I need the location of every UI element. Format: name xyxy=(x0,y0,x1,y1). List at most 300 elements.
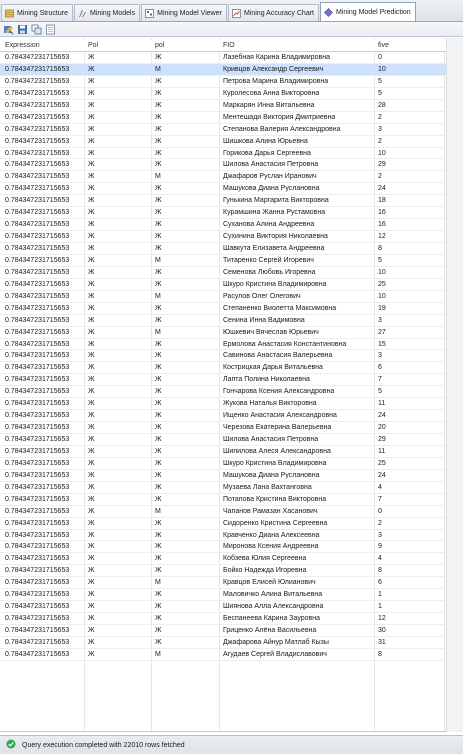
table-cell: 4 xyxy=(378,483,382,491)
table-row[interactable] xyxy=(0,506,446,518)
table-cell: 0.784347231715653 xyxy=(5,54,70,61)
table-cell: 8 xyxy=(378,650,382,658)
table-cell: Ж xyxy=(155,280,162,288)
tab-mining-model-prediction[interactable] xyxy=(320,2,416,21)
table-cell: 0.784347231715653 xyxy=(5,304,70,312)
table-cell: Ж xyxy=(88,507,95,515)
table-cell: Ж xyxy=(155,591,162,599)
table-row[interactable] xyxy=(0,291,446,303)
table-cell: Ж xyxy=(155,483,162,491)
table-cell: 4 xyxy=(378,555,382,563)
tab-mining-model-viewer[interactable] xyxy=(141,4,227,21)
status-text: Query execution completed with 22010 rows fetched xyxy=(22,741,185,749)
table-cell: Ж xyxy=(155,519,162,527)
table-cell: Ж xyxy=(155,352,162,360)
table-row[interactable] xyxy=(0,124,446,136)
mining-models-icon xyxy=(78,9,87,18)
table-cell: Ж xyxy=(88,125,95,133)
table-cell: Ж xyxy=(88,221,95,229)
column-header-pol[interactable]: pol xyxy=(155,42,165,49)
table-row[interactable] xyxy=(0,601,446,613)
table-cell: 28 xyxy=(378,101,386,109)
table-row[interactable] xyxy=(0,494,446,506)
table-cell: 8 xyxy=(378,567,382,575)
table-row[interactable] xyxy=(0,315,446,327)
table-cell: Ж xyxy=(155,615,162,623)
table-cell: Ж xyxy=(155,400,162,408)
table-cell: М xyxy=(155,65,161,73)
table-cell: Ж xyxy=(88,292,95,300)
table-row[interactable] xyxy=(0,577,446,589)
designer-tab-strip xyxy=(0,0,463,22)
table-row[interactable] xyxy=(0,267,446,279)
viewer-icon xyxy=(145,9,154,18)
table-cell: 25 xyxy=(378,280,386,288)
table-cell: Ж xyxy=(88,89,95,97)
table-cell: Ж xyxy=(88,579,95,587)
table-row[interactable] xyxy=(0,100,446,112)
table-row[interactable] xyxy=(0,434,446,446)
tab-label: Mining Models xyxy=(89,9,136,17)
table-cell: 24 xyxy=(378,471,386,479)
table-cell: 0.784347231715653 xyxy=(5,197,70,205)
table-cell: 3 xyxy=(378,316,382,324)
table-cell: 0.784347231715653 xyxy=(5,77,70,85)
table-cell: Шавкута Елизавета Андреевна xyxy=(223,245,325,252)
table-row[interactable] xyxy=(0,518,446,530)
table-cell: Степанова Валерия Александровна xyxy=(223,125,341,133)
table-cell: Ж xyxy=(88,280,95,288)
table-cell: 12 xyxy=(378,233,386,241)
table-cell: Ж xyxy=(155,459,162,467)
table-cell: Ж xyxy=(88,400,95,408)
table-cell: Курамшина Жанна Рустамовна xyxy=(223,209,326,217)
table-cell: Ж xyxy=(88,113,95,121)
table-cell: 6 xyxy=(378,364,382,372)
table-cell: 0.784347231715653 xyxy=(5,137,70,145)
run-query-icon[interactable] xyxy=(45,24,56,35)
table-row[interactable] xyxy=(0,589,446,601)
table-cell: 0.784347231715653 xyxy=(5,376,70,384)
table-cell: 0.784347231715653 xyxy=(5,245,70,252)
table-cell: Ж xyxy=(88,424,95,432)
accuracy-chart-icon xyxy=(232,9,241,18)
table-cell: Ж xyxy=(88,376,95,384)
table-cell: 6 xyxy=(378,579,382,587)
table-row[interactable] xyxy=(0,362,446,374)
table-cell: Ж xyxy=(88,531,95,539)
table-cell: Ж xyxy=(155,233,162,241)
table-row[interactable] xyxy=(0,470,446,482)
table-cell: 0.784347231715653 xyxy=(5,615,70,623)
table-cell: Машукова Диана Руслановна xyxy=(223,471,320,479)
table-cell: 0.784347231715653 xyxy=(5,364,70,372)
table-cell: Лазебная Карина Владимировна xyxy=(223,54,330,61)
table-cell: Сидоренко Кристина Сергеевна xyxy=(223,519,328,527)
table-cell: Ж xyxy=(155,495,162,503)
table-cell: Ж xyxy=(88,447,95,455)
column-header-fio[interactable]: FIO xyxy=(223,42,235,49)
table-cell: Потапова Кристина Викторовна xyxy=(223,495,327,503)
table-cell: 5 xyxy=(378,388,382,396)
tab-mining-models[interactable] xyxy=(74,4,140,21)
table-cell: 30 xyxy=(378,627,386,634)
table-cell: Петрова Марина Владимировна xyxy=(223,77,329,85)
table-cell: Ж xyxy=(88,101,95,109)
table-row[interactable] xyxy=(0,374,446,386)
table-row[interactable] xyxy=(0,88,446,100)
vertical-scrollbar[interactable] xyxy=(446,38,463,732)
table-cell: 0.784347231715653 xyxy=(5,459,70,467)
table-row[interactable] xyxy=(0,649,446,661)
table-cell: Шилова Анастасия Петровна xyxy=(223,436,319,443)
table-cell: Ж xyxy=(88,603,95,611)
table-cell: 7 xyxy=(378,376,382,384)
table-row[interactable] xyxy=(0,207,446,219)
table-cell: 0.784347231715653 xyxy=(5,221,70,229)
table-cell: Ж xyxy=(88,149,95,157)
table-cell: Бойко Надежда Игоревна xyxy=(223,567,307,575)
table-cell: 0.784347231715653 xyxy=(5,65,70,73)
table-cell: Ж xyxy=(88,137,95,145)
table-cell: 24 xyxy=(378,412,386,420)
tab-label: Mining Model Viewer xyxy=(157,9,222,17)
table-cell: Агудаев Сергей Владиславович xyxy=(223,650,327,658)
table-cell: Семенова Любовь Игоревна xyxy=(223,268,316,276)
table-cell: Машукова Диана Руслановна xyxy=(223,185,320,193)
table-cell: Джафарова Айнур Матлаб Кызы xyxy=(223,638,329,646)
table-cell: 0.784347231715653 xyxy=(5,388,70,396)
table-cell: 24 xyxy=(378,185,386,193)
table-cell: Ж xyxy=(155,638,162,646)
table-row[interactable] xyxy=(0,458,446,470)
table-cell: 27 xyxy=(378,328,386,336)
table-row[interactable] xyxy=(0,625,446,637)
table-cell: Ментешади Виктория Дмитриевна xyxy=(223,113,336,121)
table-cell: 0 xyxy=(378,54,382,61)
table-cell: Джафаров Руслан Иранович xyxy=(223,173,317,181)
table-cell: Ж xyxy=(155,316,162,324)
table-cell: Ж xyxy=(155,113,162,121)
table-row[interactable] xyxy=(0,52,446,64)
table-row[interactable] xyxy=(0,112,446,124)
table-row[interactable] xyxy=(0,327,446,339)
prediction-toolbar xyxy=(0,22,463,37)
table-cell: Титаренко Сергей Игоревич xyxy=(223,256,314,264)
table-cell: Ж xyxy=(88,364,95,372)
table-cell: 0.784347231715653 xyxy=(5,627,70,634)
table-cell: Ж xyxy=(88,197,95,205)
table-cell: 12 xyxy=(378,615,386,623)
table-cell: 0.784347231715653 xyxy=(5,280,70,288)
table-cell: М xyxy=(155,173,161,181)
table-cell: 29 xyxy=(378,436,386,443)
table-row[interactable] xyxy=(0,637,446,649)
prediction-icon xyxy=(324,8,333,17)
table-row[interactable] xyxy=(0,64,446,76)
mining-structure-icon xyxy=(5,9,14,18)
table-row[interactable] xyxy=(0,422,446,434)
table-cell: 31 xyxy=(378,638,386,646)
tab-label: Mining Accuracy Chart xyxy=(243,9,314,17)
table-cell: М xyxy=(155,292,161,300)
table-row[interactable] xyxy=(0,148,446,160)
table-row[interactable] xyxy=(0,243,446,255)
table-cell: Ж xyxy=(155,543,162,551)
table-cell: Ж xyxy=(88,316,95,324)
table-row[interactable] xyxy=(0,255,446,267)
table-cell: Ж xyxy=(88,650,95,658)
table-cell: 0.784347231715653 xyxy=(5,101,70,109)
table-cell: Ж xyxy=(88,328,95,336)
table-cell: Ж xyxy=(155,161,162,169)
table-cell: Кравцов Елисей Юлианович xyxy=(223,579,316,587)
table-cell: 3 xyxy=(378,352,382,360)
table-cell: М xyxy=(155,507,161,515)
tab-mining-structure[interactable] xyxy=(1,4,73,21)
table-cell: 0.784347231715653 xyxy=(5,149,70,157)
table-cell: Горикова Дарья Сергеевна xyxy=(223,149,311,157)
table-cell: Ж xyxy=(88,555,95,563)
table-cell: 15 xyxy=(378,340,386,348)
table-cell: Музаева Лана Вахтанговна xyxy=(223,483,312,491)
table-row[interactable] xyxy=(0,339,446,351)
table-cell: 0.784347231715653 xyxy=(5,125,70,133)
table-cell: Ж xyxy=(88,209,95,217)
table-cell: Ж xyxy=(88,340,95,348)
column-header-pol-upper[interactable]: Pol xyxy=(88,42,99,49)
table-row[interactable] xyxy=(0,386,446,398)
table-cell: 19 xyxy=(378,304,386,312)
table-row[interactable] xyxy=(0,530,446,542)
table-cell: 0 xyxy=(378,507,382,515)
table-cell: 0.784347231715653 xyxy=(5,483,70,491)
tab-mining-accuracy-chart[interactable] xyxy=(228,4,319,21)
table-row[interactable] xyxy=(0,350,446,362)
table-row[interactable] xyxy=(0,219,446,231)
table-cell: Ж xyxy=(155,89,162,97)
table-cell: Ж xyxy=(88,412,95,420)
table-row[interactable] xyxy=(0,231,446,243)
table-cell: Ж xyxy=(88,388,95,396)
table-cell: Ж xyxy=(88,471,95,479)
table-row[interactable] xyxy=(0,183,446,195)
table-cell: 0.784347231715653 xyxy=(5,531,70,539)
table-row[interactable] xyxy=(0,482,446,494)
table-cell: Ж xyxy=(88,256,95,264)
table-cell: 16 xyxy=(378,221,386,229)
table-cell: Черезова Екатерина Валерьевна xyxy=(223,424,332,432)
table-cell: 0.784347231715653 xyxy=(5,495,70,503)
table-cell: Ж xyxy=(88,304,95,312)
table-cell: Кривцов Александр Сергеевич xyxy=(223,65,324,73)
table-cell: Ж xyxy=(88,245,95,252)
table-row[interactable] xyxy=(0,565,446,577)
table-cell: Степаненко Виолетта Максимовна xyxy=(223,304,337,312)
table-cell: Ж xyxy=(88,591,95,599)
table-cell: Кобзева Юлия Сергеевна xyxy=(223,555,307,563)
table-cell: 0.784347231715653 xyxy=(5,579,70,587)
table-row[interactable] xyxy=(0,171,446,183)
table-row[interactable] xyxy=(0,159,446,171)
table-cell: 2 xyxy=(378,519,382,527)
table-cell: 7 xyxy=(378,495,382,503)
table-cell: Маловичко Алина Витальевна xyxy=(223,591,323,599)
table-cell: 0.784347231715653 xyxy=(5,447,70,455)
table-cell: Ж xyxy=(155,101,162,109)
table-cell: Ж xyxy=(155,471,162,479)
table-cell: 5 xyxy=(378,256,382,264)
table-cell: 16 xyxy=(378,209,386,217)
table-cell: Ж xyxy=(88,483,95,491)
table-cell: Шипилова Алеся Александровна xyxy=(223,447,331,455)
table-cell: Шкуро Кристина Владимировна xyxy=(223,280,327,288)
table-cell: 25 xyxy=(378,459,386,467)
table-cell: Ж xyxy=(155,531,162,539)
table-cell: 1 xyxy=(378,603,382,611)
table-cell: Ж xyxy=(155,185,162,193)
table-row[interactable] xyxy=(0,279,446,291)
table-cell: Ж xyxy=(88,65,95,73)
table-cell: 2 xyxy=(378,137,382,145)
table-row[interactable] xyxy=(0,541,446,553)
table-cell: Ж xyxy=(88,233,95,241)
table-cell: 0.784347231715653 xyxy=(5,89,70,97)
table-cell: 0.784347231715653 xyxy=(5,316,70,324)
table-row[interactable] xyxy=(0,136,446,148)
table-cell: Ж xyxy=(88,615,95,623)
table-cell: Ж xyxy=(155,304,162,312)
table-row[interactable] xyxy=(0,303,446,315)
table-cell: 1 xyxy=(378,591,382,599)
table-cell: Шкуро Кристина Владимировна xyxy=(223,459,327,467)
table-row[interactable] xyxy=(0,410,446,422)
table-row[interactable] xyxy=(0,398,446,410)
table-cell: 0.784347231715653 xyxy=(5,567,70,575)
table-cell: Ж xyxy=(155,436,162,443)
table-cell: 20 xyxy=(378,424,386,432)
table-cell: Сухинина Виктория Николаевна xyxy=(223,233,328,241)
success-icon xyxy=(6,739,16,751)
results-grid[interactable] xyxy=(0,38,463,732)
column-header-expression[interactable]: Expression xyxy=(5,42,40,49)
table-cell: Ж xyxy=(88,519,95,527)
table-cell: Ж xyxy=(155,364,162,372)
table-cell: Ж xyxy=(155,209,162,217)
table-cell: 0.784347231715653 xyxy=(5,113,70,121)
table-row[interactable] xyxy=(0,195,446,207)
table-cell: 0.784347231715653 xyxy=(5,543,70,551)
table-cell: 9 xyxy=(378,543,382,551)
table-cell: 0.784347231715653 xyxy=(5,256,70,264)
table-row[interactable] xyxy=(0,553,446,565)
table-cell: 0.784347231715653 xyxy=(5,233,70,241)
table-cell: 0.784347231715653 xyxy=(5,591,70,599)
table-cell: Ж xyxy=(155,54,162,61)
table-cell: Ермолова Анастасия Константиновна xyxy=(223,340,347,348)
table-cell: 0.784347231715653 xyxy=(5,471,70,479)
table-cell: М xyxy=(155,328,161,336)
table-cell: Ж xyxy=(88,54,95,61)
table-cell: Кравченко Диана Алексеевна xyxy=(223,531,320,539)
table-cell: Миронова Ксения Андреевна xyxy=(223,543,319,551)
table-cell: М xyxy=(155,256,161,264)
table-cell: 0.784347231715653 xyxy=(5,555,70,563)
table-cell: Ищенко Анастасия Александровна xyxy=(223,412,337,420)
status-bar xyxy=(0,735,463,754)
table-cell: 0.784347231715653 xyxy=(5,185,70,193)
switch-view-icon[interactable] xyxy=(31,24,42,35)
table-cell: Шилова Анастасия Петровна xyxy=(223,161,319,169)
table-row[interactable] xyxy=(0,613,446,625)
table-cell: Ж xyxy=(88,543,95,551)
table-cell: 10 xyxy=(378,149,386,157)
table-cell: Ж xyxy=(88,161,95,169)
table-cell: Ж xyxy=(88,268,95,276)
table-cell: 2 xyxy=(378,113,382,121)
table-cell: Юшкевич Вячеслав Юрьевич xyxy=(223,328,319,336)
table-cell: Ж xyxy=(155,388,162,396)
table-cell: Ж xyxy=(155,149,162,157)
table-cell: 0.784347231715653 xyxy=(5,507,70,515)
save-icon[interactable] xyxy=(17,24,28,35)
table-cell: 0.784347231715653 xyxy=(5,519,70,527)
table-cell: Ж xyxy=(88,185,95,193)
table-cell: Гончарова Ксения Александровна xyxy=(223,388,335,396)
table-cell: 5 xyxy=(378,77,382,85)
table-cell: 0.784347231715653 xyxy=(5,650,70,658)
table-cell: 0.784347231715653 xyxy=(5,424,70,432)
table-cell: Ж xyxy=(155,412,162,420)
table-cell: 10 xyxy=(378,268,386,276)
design-mode-icon[interactable] xyxy=(3,24,14,35)
table-cell: 0.784347231715653 xyxy=(5,352,70,360)
table-cell: Ж xyxy=(155,197,162,205)
table-cell: 0.784347231715653 xyxy=(5,328,70,336)
column-header-five[interactable]: five xyxy=(378,42,389,49)
table-cell: Ж xyxy=(155,245,162,252)
table-cell: Ж xyxy=(88,627,95,634)
table-cell: 11 xyxy=(378,447,386,455)
table-cell: Шиянова Алла Александровна xyxy=(223,603,324,611)
table-cell: 0.784347231715653 xyxy=(5,638,70,646)
table-cell: Ж xyxy=(155,567,162,575)
table-cell: 0.784347231715653 xyxy=(5,209,70,217)
table-row[interactable] xyxy=(0,76,446,88)
table-cell: Шишкова Алина Юрьевна xyxy=(223,137,308,145)
tab-label: Mining Model Prediction xyxy=(336,8,411,16)
table-cell: Ж xyxy=(155,77,162,85)
table-cell: Чапанов Рамазан Хасанович xyxy=(223,507,318,515)
table-cell: 10 xyxy=(378,65,386,73)
table-cell: Ж xyxy=(155,221,162,229)
table-cell: Маркарян Инна Витальевна xyxy=(223,101,315,109)
table-cell: Ж xyxy=(155,376,162,384)
table-cell: 11 xyxy=(378,400,386,408)
grid-rows xyxy=(0,52,446,661)
table-cell: 3 xyxy=(378,125,382,133)
table-row[interactable] xyxy=(0,446,446,458)
table-cell: Ж xyxy=(88,436,95,443)
table-cell: 5 xyxy=(378,89,382,97)
table-cell: 0.784347231715653 xyxy=(5,292,70,300)
table-cell: Ж xyxy=(88,352,95,360)
table-cell: 2 xyxy=(378,173,382,181)
table-cell: Гриценко Алёна Васильевна xyxy=(223,627,317,634)
table-cell: Ж xyxy=(155,447,162,455)
table-cell: Ж xyxy=(155,603,162,611)
table-cell: Ж xyxy=(88,638,95,646)
